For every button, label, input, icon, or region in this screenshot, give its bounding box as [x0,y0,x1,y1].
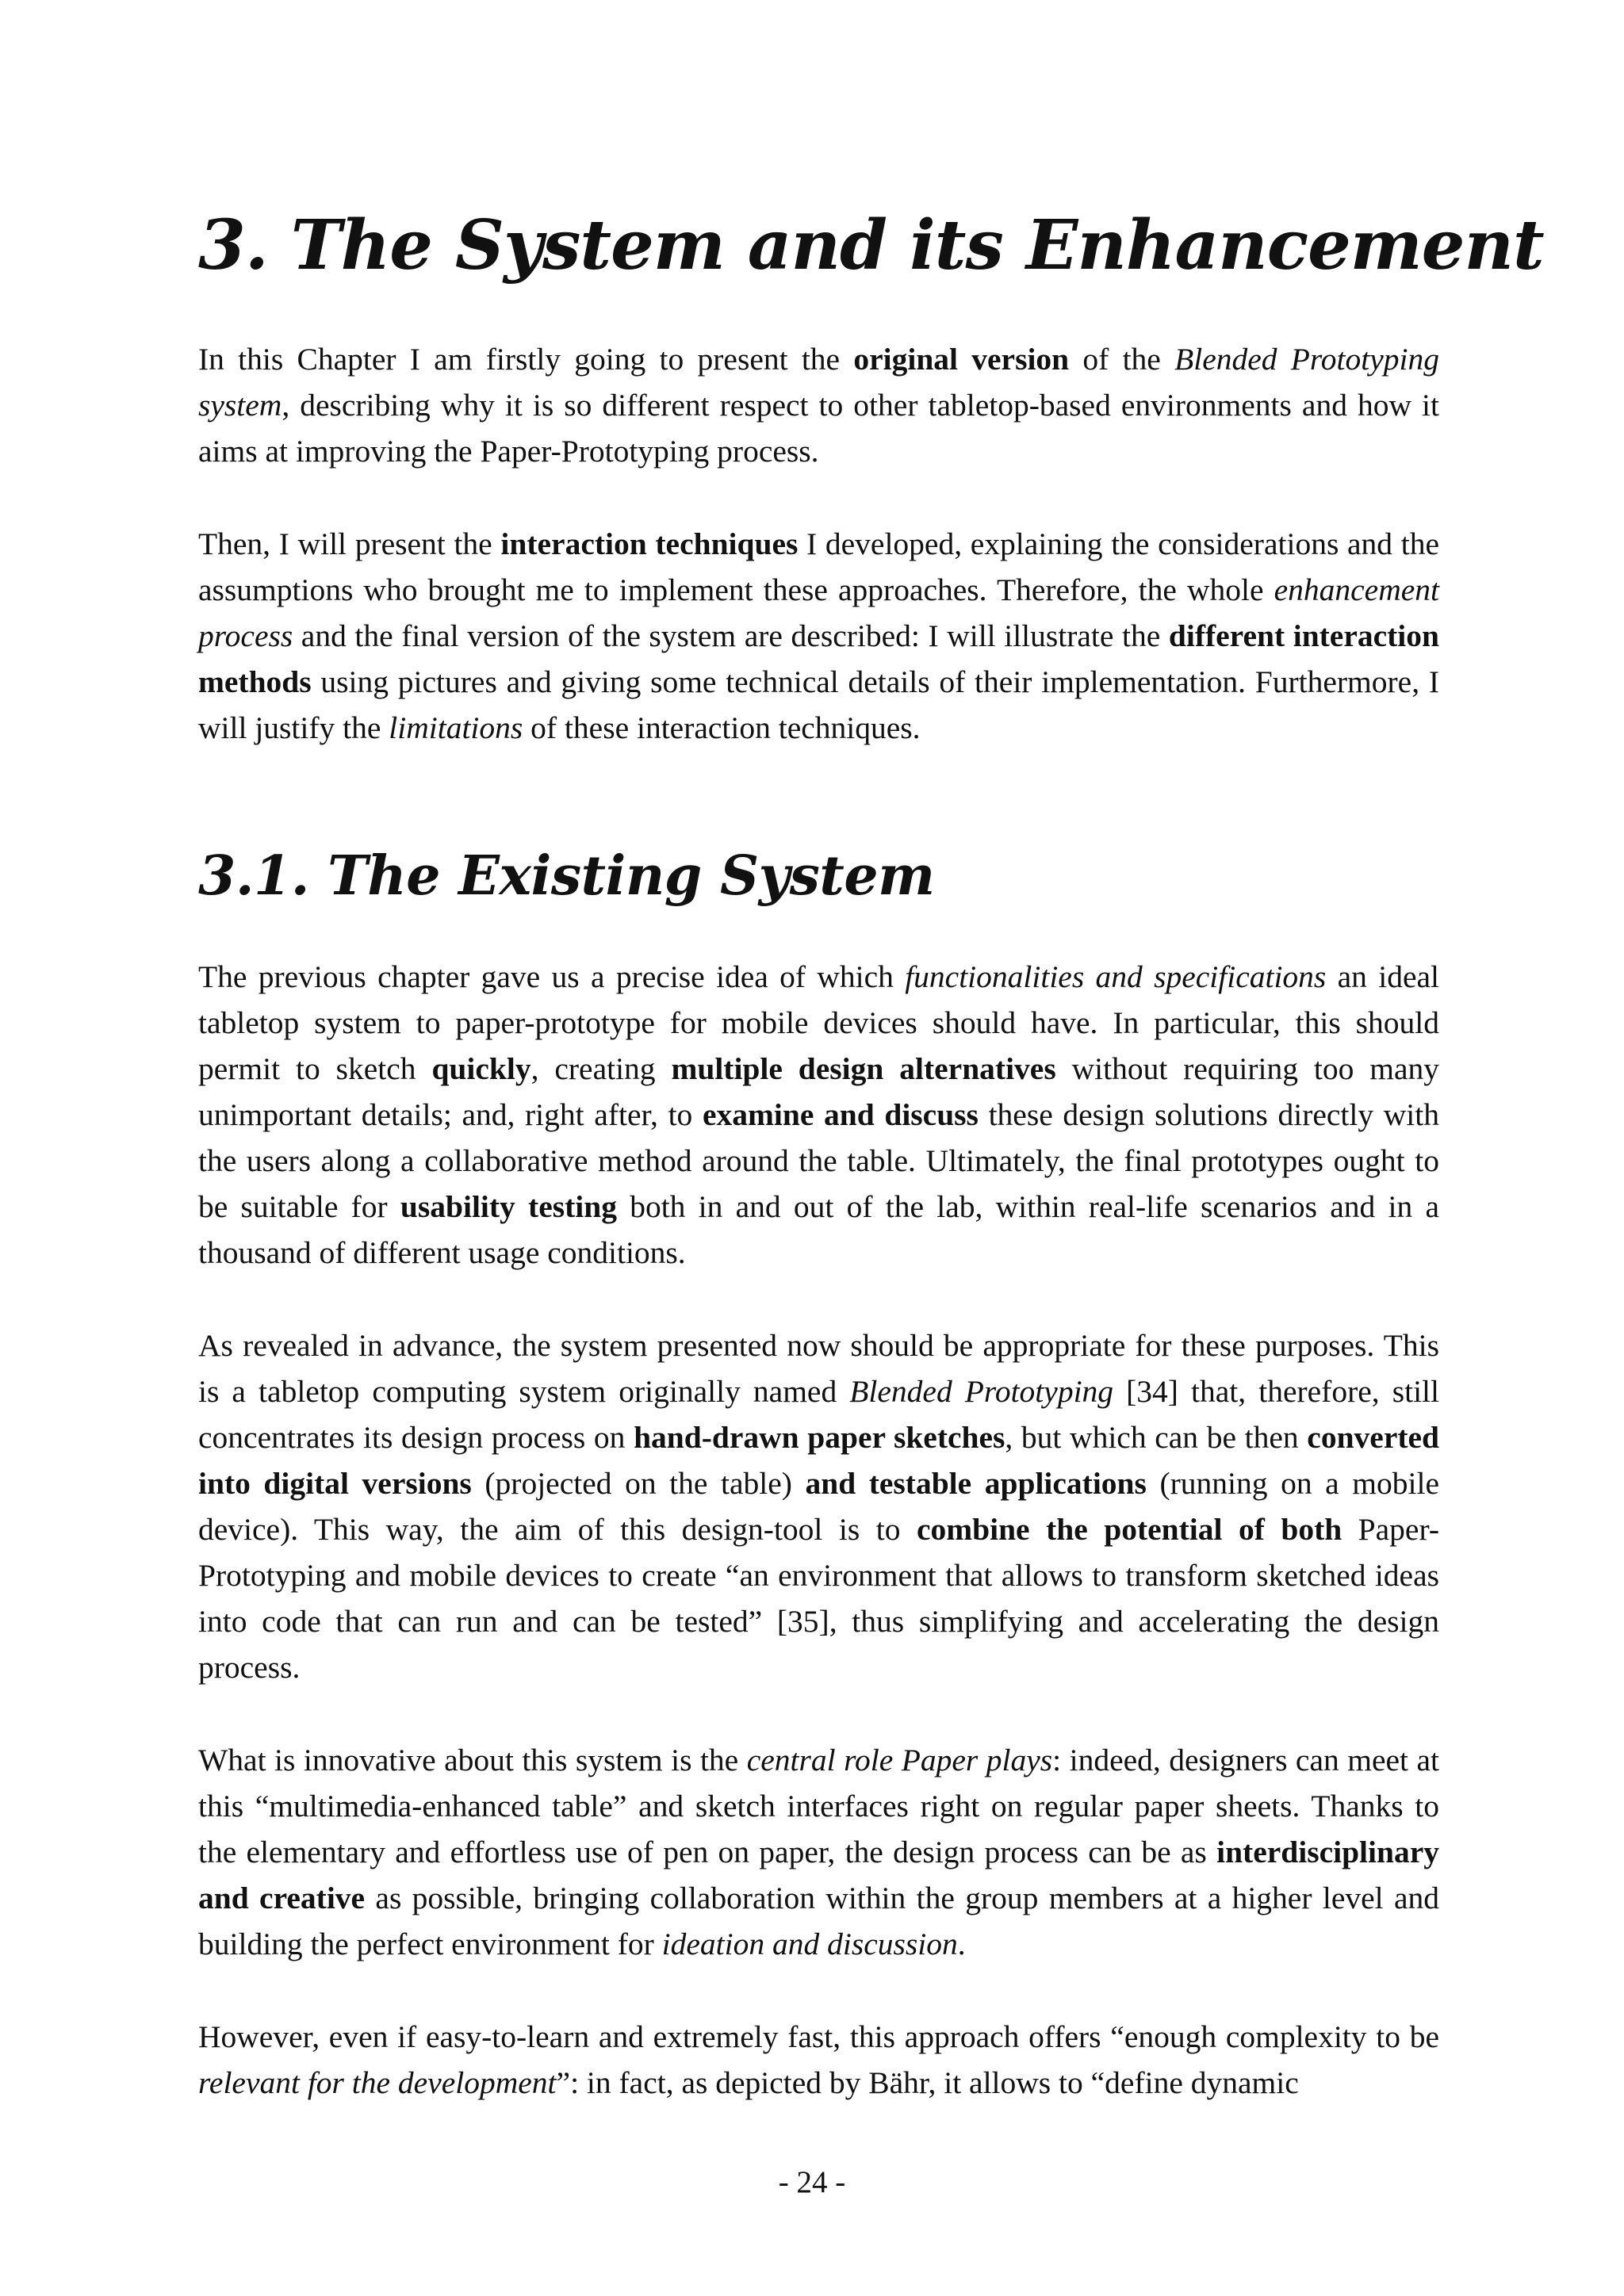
bold-text: hand-drawn paper sketches [634,1420,1005,1455]
text-run: and the final version of the system are described: I will illustrate the [293,618,1169,653]
page-number: - 24 - [778,2165,846,2199]
text-run: However, even if easy-to-learn and extremely fast, this approach offers “enough complexity to be [198,2019,1439,2054]
text-run: The previous chapter gave us a precise idea of which [198,959,906,994]
bold-text: combine the potential of both [916,1512,1342,1547]
text-run: ”: in fact, as depicted by Bähr, it allows to “define dynamic [556,2065,1299,2100]
text-run: as possible, bringing collaboration within the group members at a higher level and building the perfect environment for [198,1881,1439,1961]
paragraph-intro [198,336,1439,474]
paragraph-previous-chapter [198,954,1439,1276]
text-run: , but which can be then [1005,1420,1308,1455]
text-run: What is innovative about this system is the [198,1743,747,1777]
bold-text: and testable applications [805,1466,1147,1501]
chapter-title: 3. The System and its Enhancement [198,205,1544,285]
text-run: As revealed in advance, the system presented now should be appropriate for these purposes. This is a tabletop computing system originally named [198,1328,1439,1409]
text-run: these design solutions directly with the users along a collaborative method around the table. Ultimately, the final prototypes ought to be suitable for [198,1097,1439,1224]
text-run: . [957,1927,966,1961]
paragraph-blended-prototyping [198,1322,1439,1690]
italic-text: central role Paper plays [746,1743,1053,1777]
italic-text: Blended Prototyping system [198,342,1440,423]
text-run: Then, I will present the [198,526,501,561]
text-run: Paper-Prototyping and mobile devices to create “an environment that allows to transform sketched ideas into code that can run and can be tested” [35], thus simplifying and accelerating the design process. [198,1512,1439,1685]
text-run: an ideal tabletop system to paper-prototype for mobile devices should have. In particular, this should permit to sketch [198,959,1440,1086]
bold-text: interaction techniques [500,526,799,561]
bold-text: multiple design alternatives [671,1051,1056,1086]
italic-text: limitations [389,710,523,745]
italic-text: ideation and discussion [661,1927,958,1961]
paragraph-central-role-paper [198,1737,1439,1967]
text-run: [34] that, therefore, still concentrates its design process on [198,1374,1439,1455]
text-run: : indeed, designers can meet at this “multimedia-enhanced table” and sketch interfaces right on regular paper sheets. Thanks to the elementary and effortless use of pen on paper, the design process can be as [198,1743,1439,1869]
bold-text: quickly [431,1051,531,1086]
section-title: 3.1. The Existing System [198,844,935,908]
text-run: without requiring too many unimportant details; and, right after, to [198,1051,1440,1132]
bold-text: converted into digital versions [198,1420,1440,1501]
text-run: , creating [530,1051,672,1086]
text-run: using pictures and giving some technical details of their implementation. Furthermore, I will justify the [198,664,1439,745]
text-run: In this Chapter I am firstly going to present the [198,342,854,377]
text-run: I developed, explaining the considerations and the assumptions who brought me to implement these approaches. Therefore, the whole [198,526,1439,607]
text-run: of these interaction techniques. [523,710,921,745]
bold-text: different interaction methods [198,618,1440,699]
paragraph-interaction-techniques [198,521,1439,751]
text-run: of the [1069,342,1175,377]
bold-text: usability testing [400,1189,617,1224]
bold-text: interdisciplinary and creative [198,1835,1439,1915]
bold-text: examine and discuss [702,1097,979,1132]
italic-text: relevant for the development [198,2065,557,2100]
italic-text: functionalities and specifications [905,959,1327,994]
italic-text: Blended Prototyping [849,1374,1114,1409]
paragraph-complexity [198,2014,1439,2106]
text-run: (projected on the table) [471,1466,806,1501]
bold-text: original version [853,342,1070,377]
text-run: both in and out of the lab, within real-life scenarios and in a thousand of different usage conditions. [198,1189,1439,1270]
italic-text: enhancement process [198,572,1439,653]
text-run: , describing why it is so different respect to other tabletop-based environments and how it aims at improving the Paper-Prototyping process. [198,388,1439,469]
text-run: (running on a mobile device). This way, the aim of this design-tool is to [198,1466,1439,1547]
